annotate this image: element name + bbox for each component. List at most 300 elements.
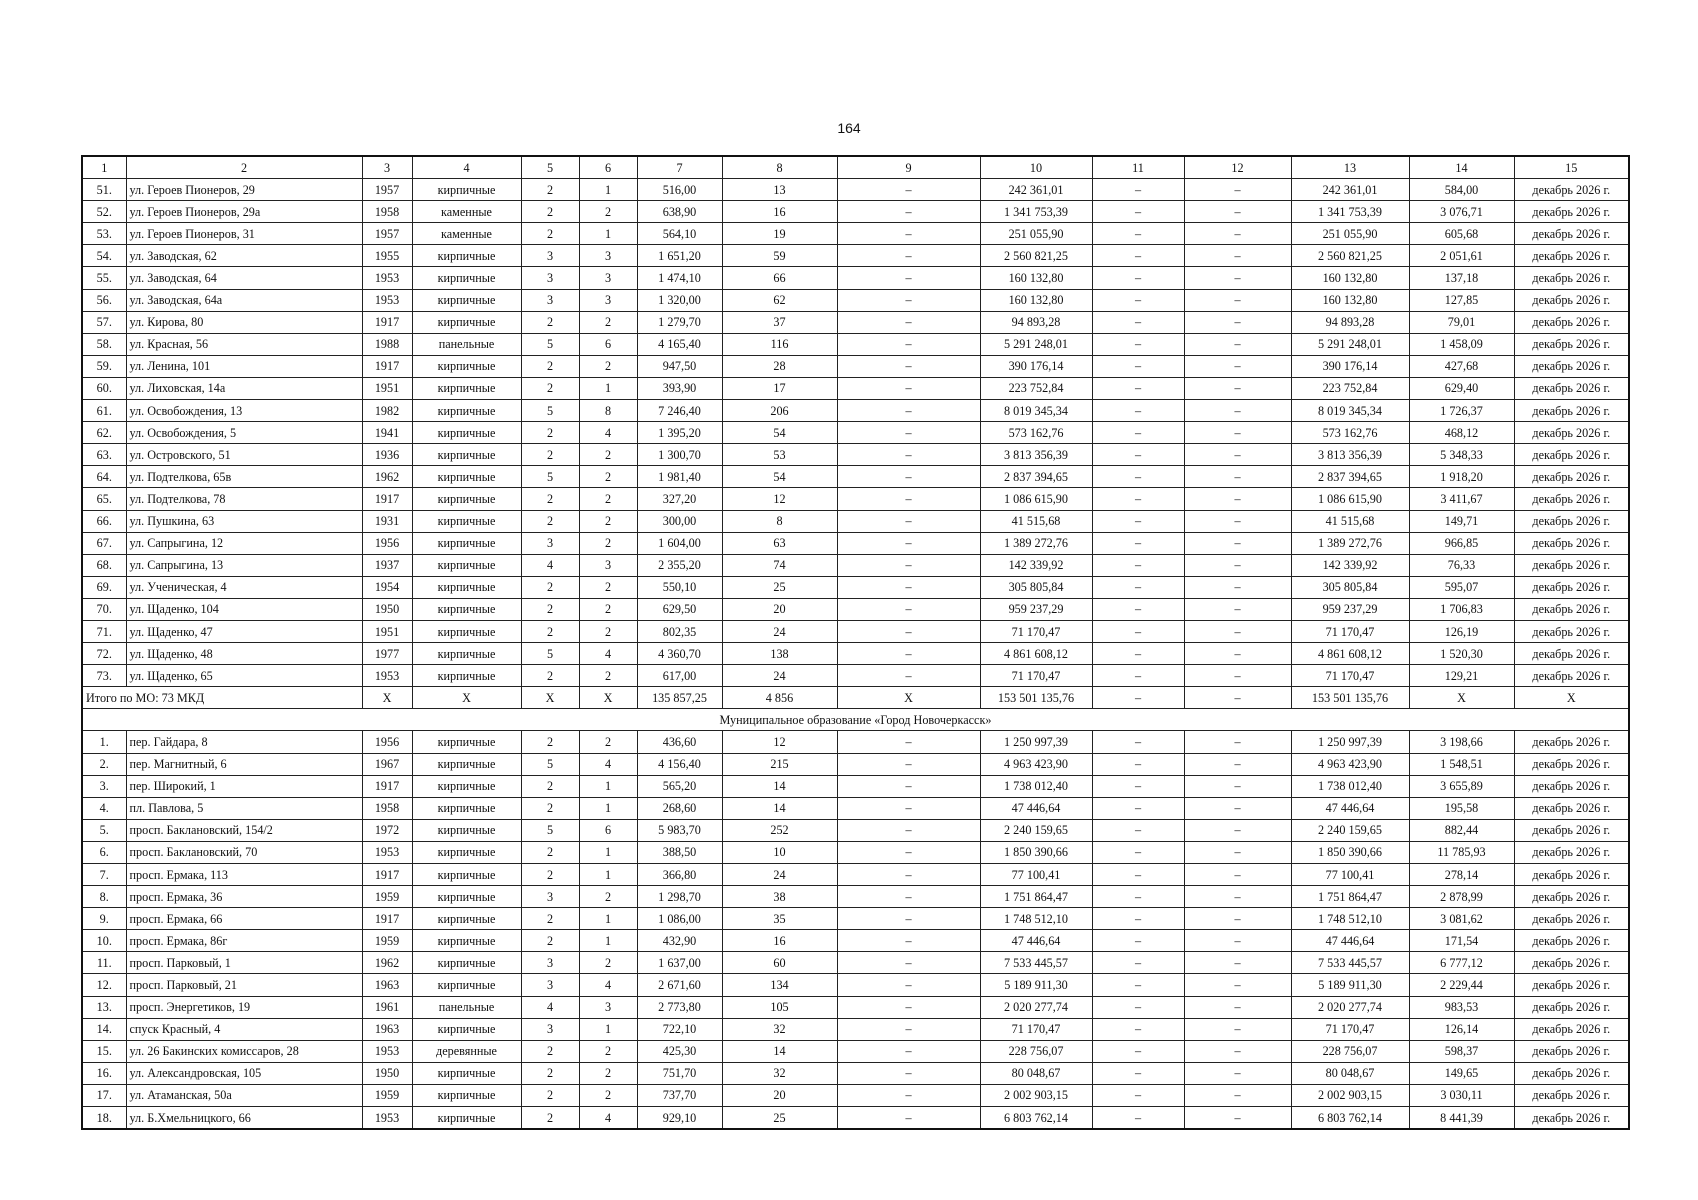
table-cell: кирпичные <box>412 952 521 974</box>
table-cell: ул. Заводская, 64 <box>126 267 362 289</box>
table-cell: 1 320,00 <box>637 289 722 311</box>
table-cell: 2 <box>579 598 637 620</box>
table-cell: 573 162,76 <box>980 422 1092 444</box>
table-cell: 3 <box>579 996 637 1018</box>
table-cell: X <box>1409 687 1514 709</box>
table-cell: ул. Подтелкова, 65в <box>126 466 362 488</box>
table-cell: – <box>837 952 980 974</box>
table-cell: просп. Баклановский, 154/2 <box>126 819 362 841</box>
table-row <box>82 952 1629 974</box>
table-cell: 13 <box>1291 156 1409 179</box>
table-cell: 12. <box>82 974 126 996</box>
table-cell: – <box>837 422 980 444</box>
table-cell: 1 086 615,90 <box>980 488 1092 510</box>
table-cell: 2 002 903,15 <box>980 1084 1092 1106</box>
table-cell: 4 165,40 <box>637 333 722 355</box>
table-cell: 4. <box>82 797 126 819</box>
table-cell: кирпичные <box>412 532 521 554</box>
table-row <box>82 620 1629 642</box>
table-cell: 1. <box>82 731 126 753</box>
table-cell: 5 189 911,30 <box>1291 974 1409 996</box>
table-cell: 882,44 <box>1409 819 1514 841</box>
table-cell: – <box>1092 466 1184 488</box>
table-cell: 3 <box>521 974 579 996</box>
table-cell: кирпичные <box>412 355 521 377</box>
table-cell: 1988 <box>362 333 412 355</box>
table-cell: 3. <box>82 775 126 797</box>
table-cell: – <box>1184 1062 1291 1084</box>
table-cell: 1959 <box>362 1084 412 1106</box>
table-cell: 436,60 <box>637 731 722 753</box>
table-row <box>82 974 1629 996</box>
table-cell: декабрь 2026 г. <box>1514 355 1629 377</box>
table-cell: кирпичные <box>412 620 521 642</box>
table-cell: панельные <box>412 333 521 355</box>
table-cell: – <box>1184 422 1291 444</box>
table-cell: 6 <box>579 333 637 355</box>
table-cell: 3 030,11 <box>1409 1084 1514 1106</box>
table-cell: декабрь 2026 г. <box>1514 554 1629 576</box>
table-cell: кирпичные <box>412 488 521 510</box>
table-cell: ул. Лиховская, 14а <box>126 377 362 399</box>
table-cell: кирпичные <box>412 908 521 930</box>
table-cell: 3 655,89 <box>1409 775 1514 797</box>
table-cell: 94 893,28 <box>1291 311 1409 333</box>
table-cell: 1 389 272,76 <box>980 532 1092 554</box>
table-cell: – <box>837 311 980 333</box>
table-cell: 41 515,68 <box>980 510 1092 532</box>
table-cell: 1963 <box>362 974 412 996</box>
table-cell: 3 <box>521 952 579 974</box>
table-cell: 1 <box>579 797 637 819</box>
table-cell: пер. Магнитный, 6 <box>126 753 362 775</box>
table-cell: 1 <box>579 908 637 930</box>
table-cell: 2 <box>579 952 637 974</box>
table-cell: 127,85 <box>1409 289 1514 311</box>
table-cell: 929,10 <box>637 1107 722 1130</box>
table-cell: 10 <box>722 841 837 863</box>
table-cell: ул. Заводская, 62 <box>126 245 362 267</box>
table-cell: 5 <box>521 466 579 488</box>
table-cell: кирпичные <box>412 775 521 797</box>
table-cell: – <box>837 377 980 399</box>
table-cell: – <box>837 267 980 289</box>
table-cell: – <box>1184 532 1291 554</box>
table-cell: просп. Энергетиков, 19 <box>126 996 362 1018</box>
table-cell: – <box>837 841 980 863</box>
table-cell: – <box>1092 355 1184 377</box>
table-row <box>82 731 1629 753</box>
table-cell: 3 081,62 <box>1409 908 1514 930</box>
table-cell: 966,85 <box>1409 532 1514 554</box>
table-cell: 1 <box>579 775 637 797</box>
table-cell: 4 <box>579 643 637 665</box>
table-cell: кирпичные <box>412 245 521 267</box>
table-cell: просп. Ермака, 86г <box>126 930 362 952</box>
table-cell: 116 <box>722 333 837 355</box>
table-cell: – <box>837 974 980 996</box>
table-cell: 390 176,14 <box>1291 355 1409 377</box>
table-cell: декабрь 2026 г. <box>1514 289 1629 311</box>
table-cell: декабрь 2026 г. <box>1514 598 1629 620</box>
table-cell: просп. Ермака, 66 <box>126 908 362 930</box>
table-cell: 4 <box>579 974 637 996</box>
table-row <box>82 223 1629 245</box>
table-cell: 1967 <box>362 753 412 775</box>
table-cell: – <box>837 1018 980 1040</box>
table-cell: 629,50 <box>637 598 722 620</box>
table-cell: 1917 <box>362 908 412 930</box>
table-cell: декабрь 2026 г. <box>1514 422 1629 444</box>
table-cell: – <box>1184 289 1291 311</box>
table-cell: – <box>837 333 980 355</box>
table-row <box>82 996 1629 1018</box>
table-cell: – <box>1184 864 1291 886</box>
table-cell: кирпичные <box>412 510 521 532</box>
table-cell: просп. Ермака, 113 <box>126 864 362 886</box>
table-cell: 2 <box>521 930 579 952</box>
table-cell: – <box>1092 930 1184 952</box>
table-cell: – <box>1184 841 1291 863</box>
table-cell: X <box>1514 687 1629 709</box>
table-cell: 2 240 159,65 <box>980 819 1092 841</box>
table-cell: 3 <box>579 267 637 289</box>
table-cell: – <box>1092 576 1184 598</box>
table-cell: – <box>837 1084 980 1106</box>
table-cell: декабрь 2026 г. <box>1514 930 1629 952</box>
table-row <box>82 1107 1629 1130</box>
table-cell: 2 671,60 <box>637 974 722 996</box>
table-cell: 300,00 <box>637 510 722 532</box>
table-cell: – <box>1092 886 1184 908</box>
table-cell: – <box>1092 775 1184 797</box>
table-cell: 629,40 <box>1409 377 1514 399</box>
table-cell: – <box>837 1107 980 1130</box>
table-cell: 2 560 821,25 <box>980 245 1092 267</box>
table-cell: – <box>1184 974 1291 996</box>
table-row <box>82 1084 1629 1106</box>
table-cell: 206 <box>722 400 837 422</box>
table-cell: 1 706,83 <box>1409 598 1514 620</box>
table-cell: 5 348,33 <box>1409 444 1514 466</box>
table-row <box>82 466 1629 488</box>
table-row <box>82 1062 1629 1084</box>
table-cell: кирпичные <box>412 1107 521 1130</box>
table-row <box>82 333 1629 355</box>
table-cell: – <box>1092 841 1184 863</box>
table-cell: 947,50 <box>637 355 722 377</box>
table-cell: декабрь 2026 г. <box>1514 1107 1629 1130</box>
table-cell: декабрь 2026 г. <box>1514 466 1629 488</box>
table-cell: 2 355,20 <box>637 554 722 576</box>
table-cell: – <box>1092 179 1184 201</box>
table-cell: ул. Ученическая, 4 <box>126 576 362 598</box>
table-cell: 1 <box>579 930 637 952</box>
table-cell: 3 411,67 <box>1409 488 1514 510</box>
table-cell: декабрь 2026 г. <box>1514 775 1629 797</box>
table-cell: – <box>1092 422 1184 444</box>
table-cell: X <box>412 687 521 709</box>
table-cell: 7 533 445,57 <box>1291 952 1409 974</box>
table-cell: декабрь 2026 г. <box>1514 444 1629 466</box>
table-cell: 171,54 <box>1409 930 1514 952</box>
table-row <box>82 819 1629 841</box>
table-cell: – <box>1184 223 1291 245</box>
table-cell: 71 170,47 <box>1291 1018 1409 1040</box>
table-cell: – <box>1092 400 1184 422</box>
table-cell: 65. <box>82 488 126 510</box>
table-cell: ул. Атаманская, 50а <box>126 1084 362 1106</box>
table-cell: 149,71 <box>1409 510 1514 532</box>
table-cell: 223 752,84 <box>1291 377 1409 399</box>
table-cell: 1937 <box>362 554 412 576</box>
table-cell: – <box>1184 355 1291 377</box>
table-cell: 59. <box>82 355 126 377</box>
table-cell: – <box>1092 908 1184 930</box>
table-cell: – <box>1092 1084 1184 1106</box>
table-cell: 425,30 <box>637 1040 722 1062</box>
table-cell: 228 756,07 <box>980 1040 1092 1062</box>
table-cell: декабрь 2026 г. <box>1514 1018 1629 1040</box>
table-cell: 1 300,70 <box>637 444 722 466</box>
table-cell: кирпичные <box>412 731 521 753</box>
table-cell: 4 963 423,90 <box>980 753 1092 775</box>
table-row <box>82 1018 1629 1040</box>
table-cell: 126,14 <box>1409 1018 1514 1040</box>
table-cell: 4 <box>521 996 579 1018</box>
table-cell: 55. <box>82 267 126 289</box>
table-cell: 327,20 <box>637 488 722 510</box>
table-cell: 3 813 356,39 <box>1291 444 1409 466</box>
table-cell: 7 <box>637 156 722 179</box>
table-cell: 1917 <box>362 355 412 377</box>
table-cell: 2 229,44 <box>1409 974 1514 996</box>
table-cell: – <box>1184 1018 1291 1040</box>
table-row <box>82 488 1629 510</box>
table-cell: кирпичные <box>412 377 521 399</box>
table-cell: – <box>1184 1040 1291 1062</box>
table-cell: 138 <box>722 643 837 665</box>
table-row <box>82 444 1629 466</box>
table-cell: 54. <box>82 245 126 267</box>
table-cell: 62 <box>722 289 837 311</box>
table-cell: – <box>1184 444 1291 466</box>
table-cell: 153 501 135,76 <box>1291 687 1409 709</box>
table-cell: 1 604,00 <box>637 532 722 554</box>
table-cell: 2 837 394,65 <box>1291 466 1409 488</box>
table-cell: 142 339,92 <box>1291 554 1409 576</box>
table-cell: 6 <box>579 156 637 179</box>
table-cell: – <box>1184 598 1291 620</box>
table-cell: кирпичные <box>412 753 521 775</box>
table-cell: 1 086 615,90 <box>1291 488 1409 510</box>
table-cell: 53 <box>722 444 837 466</box>
table-cell: 1959 <box>362 930 412 952</box>
table-cell: ул. Заводская, 64а <box>126 289 362 311</box>
table-cell: 71 170,47 <box>980 1018 1092 1040</box>
table-cell: – <box>837 775 980 797</box>
table-cell: 366,80 <box>637 864 722 886</box>
table-cell: 2 <box>521 775 579 797</box>
table-row <box>82 267 1629 289</box>
table-cell: 4 861 608,12 <box>1291 643 1409 665</box>
table-cell: 2 002 903,15 <box>1291 1084 1409 1106</box>
table-cell: – <box>1184 576 1291 598</box>
table-cell: 1 738 012,40 <box>980 775 1092 797</box>
table-cell: 1962 <box>362 952 412 974</box>
table-cell: кирпичные <box>412 643 521 665</box>
table-cell: 1955 <box>362 245 412 267</box>
table-cell: – <box>1184 731 1291 753</box>
table-cell: – <box>1092 1040 1184 1062</box>
table-cell: 19 <box>722 223 837 245</box>
table-cell: – <box>1184 1084 1291 1106</box>
table-cell: 47 446,64 <box>1291 930 1409 952</box>
table-cell: 1917 <box>362 864 412 886</box>
table-cell: 432,90 <box>637 930 722 952</box>
table-cell: 80 048,67 <box>1291 1062 1409 1084</box>
table-cell: декабрь 2026 г. <box>1514 841 1629 863</box>
table-cell: 564,10 <box>637 223 722 245</box>
section-title: Муниципальное образование «Город Новочеркасск» <box>82 709 1629 731</box>
table-cell: ул. Александровская, 105 <box>126 1062 362 1084</box>
table-cell: – <box>837 908 980 930</box>
table-cell: 1 651,20 <box>637 245 722 267</box>
table-row <box>82 908 1629 930</box>
table-cell: – <box>1092 488 1184 510</box>
table-cell: 2 <box>521 311 579 333</box>
table-cell: 1941 <box>362 422 412 444</box>
table-cell: – <box>1184 665 1291 687</box>
table-cell: 1 748 512,10 <box>1291 908 1409 930</box>
table-cell: 1 548,51 <box>1409 753 1514 775</box>
table-cell: 37 <box>722 311 837 333</box>
table-cell: – <box>1184 311 1291 333</box>
table-cell: 223 752,84 <box>980 377 1092 399</box>
table-cell: – <box>837 753 980 775</box>
table-cell: 2 <box>579 488 637 510</box>
table-cell: декабрь 2026 г. <box>1514 1040 1629 1062</box>
table-cell: – <box>1092 510 1184 532</box>
table-cell: 9 <box>837 156 980 179</box>
table-cell: 1953 <box>362 665 412 687</box>
table-cell: 1 395,20 <box>637 422 722 444</box>
table-cell: – <box>1184 466 1291 488</box>
table-cell: 3 <box>579 245 637 267</box>
table-cell: 160 132,80 <box>980 267 1092 289</box>
table-cell: 2 020 277,74 <box>980 996 1092 1018</box>
table-cell: 5. <box>82 819 126 841</box>
table-cell: 63 <box>722 532 837 554</box>
table-cell: 1953 <box>362 841 412 863</box>
table-cell: 53. <box>82 223 126 245</box>
table-cell: – <box>1184 488 1291 510</box>
table-cell: 1953 <box>362 267 412 289</box>
table-cell: 2 <box>521 1084 579 1106</box>
table-cell: 3 <box>521 886 579 908</box>
table-cell: – <box>1092 598 1184 620</box>
table-cell: 105 <box>722 996 837 1018</box>
table-cell: 69. <box>82 576 126 598</box>
table-cell: 1953 <box>362 1107 412 1130</box>
table-cell: 1957 <box>362 223 412 245</box>
table-cell: 584,00 <box>1409 179 1514 201</box>
table-cell: – <box>1092 1107 1184 1130</box>
table-cell: 1982 <box>362 400 412 422</box>
table-cell: кирпичные <box>412 400 521 422</box>
table-cell: 2 <box>579 466 637 488</box>
table-cell: декабрь 2026 г. <box>1514 576 1629 598</box>
table-cell: декабрь 2026 г. <box>1514 665 1629 687</box>
table-cell: декабрь 2026 г. <box>1514 267 1629 289</box>
table-cell: 195,58 <box>1409 797 1514 819</box>
table-cell: – <box>1092 289 1184 311</box>
table-cell: 2 <box>521 598 579 620</box>
table-cell: 14 <box>722 775 837 797</box>
table-cell: 1951 <box>362 620 412 642</box>
table-row <box>82 554 1629 576</box>
table-row <box>82 576 1629 598</box>
table-cell: 7. <box>82 864 126 886</box>
table-cell: 1977 <box>362 643 412 665</box>
table-cell: 8. <box>82 886 126 908</box>
table-cell: 5 291 248,01 <box>980 333 1092 355</box>
table-cell: кирпичные <box>412 974 521 996</box>
table-cell: – <box>1092 1062 1184 1084</box>
table-cell: 1956 <box>362 532 412 554</box>
table-cell: 2 <box>579 1040 637 1062</box>
table-cell: – <box>1092 267 1184 289</box>
table-cell: 1959 <box>362 886 412 908</box>
table-cell: 2 <box>579 620 637 642</box>
table-cell: 71 170,47 <box>980 620 1092 642</box>
table-cell: – <box>837 819 980 841</box>
table-row <box>82 311 1629 333</box>
table-cell: кирпичные <box>412 598 521 620</box>
table-cell: декабрь 2026 г. <box>1514 1062 1629 1084</box>
table-cell: 2 240 159,65 <box>1291 819 1409 841</box>
table-cell: просп. Парковый, 1 <box>126 952 362 974</box>
table-cell: кирпичные <box>412 1084 521 1106</box>
table-cell: 54 <box>722 466 837 488</box>
table-cell: 1 250 997,39 <box>980 731 1092 753</box>
table-cell: 1917 <box>362 311 412 333</box>
table-cell: 71 170,47 <box>1291 620 1409 642</box>
table-cell: 3 <box>521 532 579 554</box>
table-cell: – <box>1184 620 1291 642</box>
table-cell: 8 019 345,34 <box>980 400 1092 422</box>
table-cell: 2 <box>521 510 579 532</box>
table-row <box>82 775 1629 797</box>
table-cell: 3 <box>579 554 637 576</box>
table-cell: 25 <box>722 576 837 598</box>
table-cell: 1 850 390,66 <box>1291 841 1409 863</box>
table-cell: 6. <box>82 841 126 863</box>
table-cell: – <box>1184 952 1291 974</box>
table-cell: ул. Красная, 56 <box>126 333 362 355</box>
table-cell: 2. <box>82 753 126 775</box>
table-cell: 25 <box>722 1107 837 1130</box>
table-cell: – <box>1184 930 1291 952</box>
table-cell: – <box>837 797 980 819</box>
table-cell: 242 361,01 <box>1291 179 1409 201</box>
table-cell: – <box>837 510 980 532</box>
table-cell: 2 <box>521 201 579 223</box>
table-cell: 595,07 <box>1409 576 1514 598</box>
table-cell: декабрь 2026 г. <box>1514 400 1629 422</box>
table-cell: 1 726,37 <box>1409 400 1514 422</box>
table-cell: 305 805,84 <box>980 576 1092 598</box>
